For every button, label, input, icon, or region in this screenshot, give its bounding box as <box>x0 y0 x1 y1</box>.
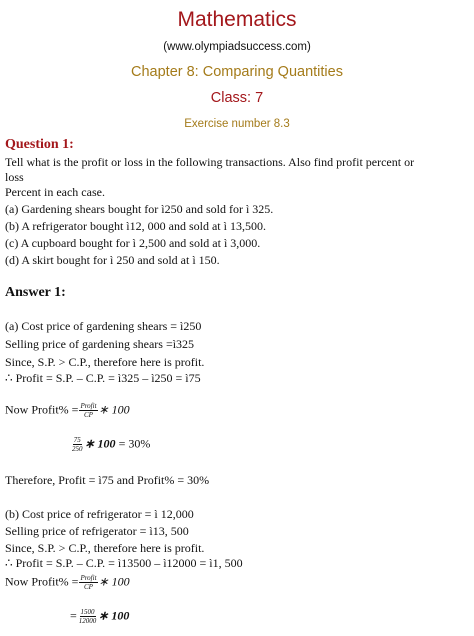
answer-line: Selling price of refrigerator = ì13, 500 <box>5 524 189 538</box>
formula-result: = 30% <box>115 436 151 451</box>
fraction <box>79 574 97 591</box>
question-prompt-line: Percent in each case. <box>5 185 105 199</box>
formula-multiplier: ∗ 100 <box>98 574 130 589</box>
class-label: Class: 7 <box>210 90 264 106</box>
question-item: (b) A refrigerator bought ì12, 000 and sold at ì 13,500. <box>5 219 266 233</box>
fraction <box>79 402 97 419</box>
answer-line: (b) Cost price of refrigerator = ì 12,000 <box>5 507 194 521</box>
fraction-numerator: Profit <box>80 574 97 582</box>
fraction-denominator: CP <box>84 583 93 591</box>
answer-line: Since, S.P. > C.P., therefore here is profit. <box>5 541 205 555</box>
formula-multiplier: ∗ 100 <box>84 436 116 451</box>
fraction-numerator: Profit <box>80 402 97 410</box>
fraction-denominator: 250 <box>72 445 83 453</box>
profit-percent-calculation <box>70 436 150 453</box>
chapter-title: Chapter 8: Comparing Quantities <box>131 64 343 80</box>
formula-prefix: Now Profit% = <box>5 402 79 417</box>
fraction-numerator: 1500 <box>80 608 95 616</box>
website-link[interactable]: (www.olympiadsuccess.com) <box>163 41 311 53</box>
question-prompt-line: loss <box>5 170 24 184</box>
formula-multiplier: ∗ 100 <box>98 608 130 623</box>
fraction-numerator: 75 <box>73 436 81 444</box>
formula-prefix: = <box>70 608 77 623</box>
question-item: (c) A cupboard bought for ì 2,500 and sold at ì 3,000. <box>5 236 261 250</box>
fraction <box>78 608 98 625</box>
answer-line: (a) Cost price of gardening shears = ì250 <box>5 319 202 333</box>
subject-title: Mathematics <box>177 8 297 31</box>
fraction-denominator: CP <box>84 411 93 419</box>
fraction <box>71 436 84 453</box>
profit-percent-formula <box>5 574 130 591</box>
question-prompt-line: Tell what is the profit or loss in the following transactions. Also find profit percent or <box>5 155 415 169</box>
answer-line: ∴ Profit = S.P. – C.P. = ì325 – ì250 = ì75 <box>5 371 201 385</box>
formula-prefix: Now Profit% = <box>5 574 79 589</box>
question-item: (d) A skirt bought for ì 250 and sold at ì 150. <box>5 253 220 267</box>
profit-percent-calculation <box>70 608 129 625</box>
profit-percent-formula <box>5 402 130 419</box>
fraction-denominator: 12000 <box>78 617 97 625</box>
formula-multiplier: ∗ 100 <box>98 402 130 417</box>
answer-heading: Answer 1: <box>5 285 66 300</box>
exercise-label: Exercise number 8.3 <box>184 118 290 130</box>
question-heading: Question 1: <box>5 137 74 152</box>
question-item: (a) Gardening shears bought for ì250 and sold for ì 325. <box>5 202 274 216</box>
answer-line: ∴ Profit = S.P. – C.P. = ì13500 – ì12000 = ì1, 500 <box>5 556 243 570</box>
answer-line: Therefore, Profit = ì75 and Profit% = 30% <box>5 473 210 487</box>
answer-line: Since, S.P. > C.P., therefore here is profit. <box>5 355 205 369</box>
answer-line: Selling price of gardening shears =ì325 <box>5 337 195 351</box>
